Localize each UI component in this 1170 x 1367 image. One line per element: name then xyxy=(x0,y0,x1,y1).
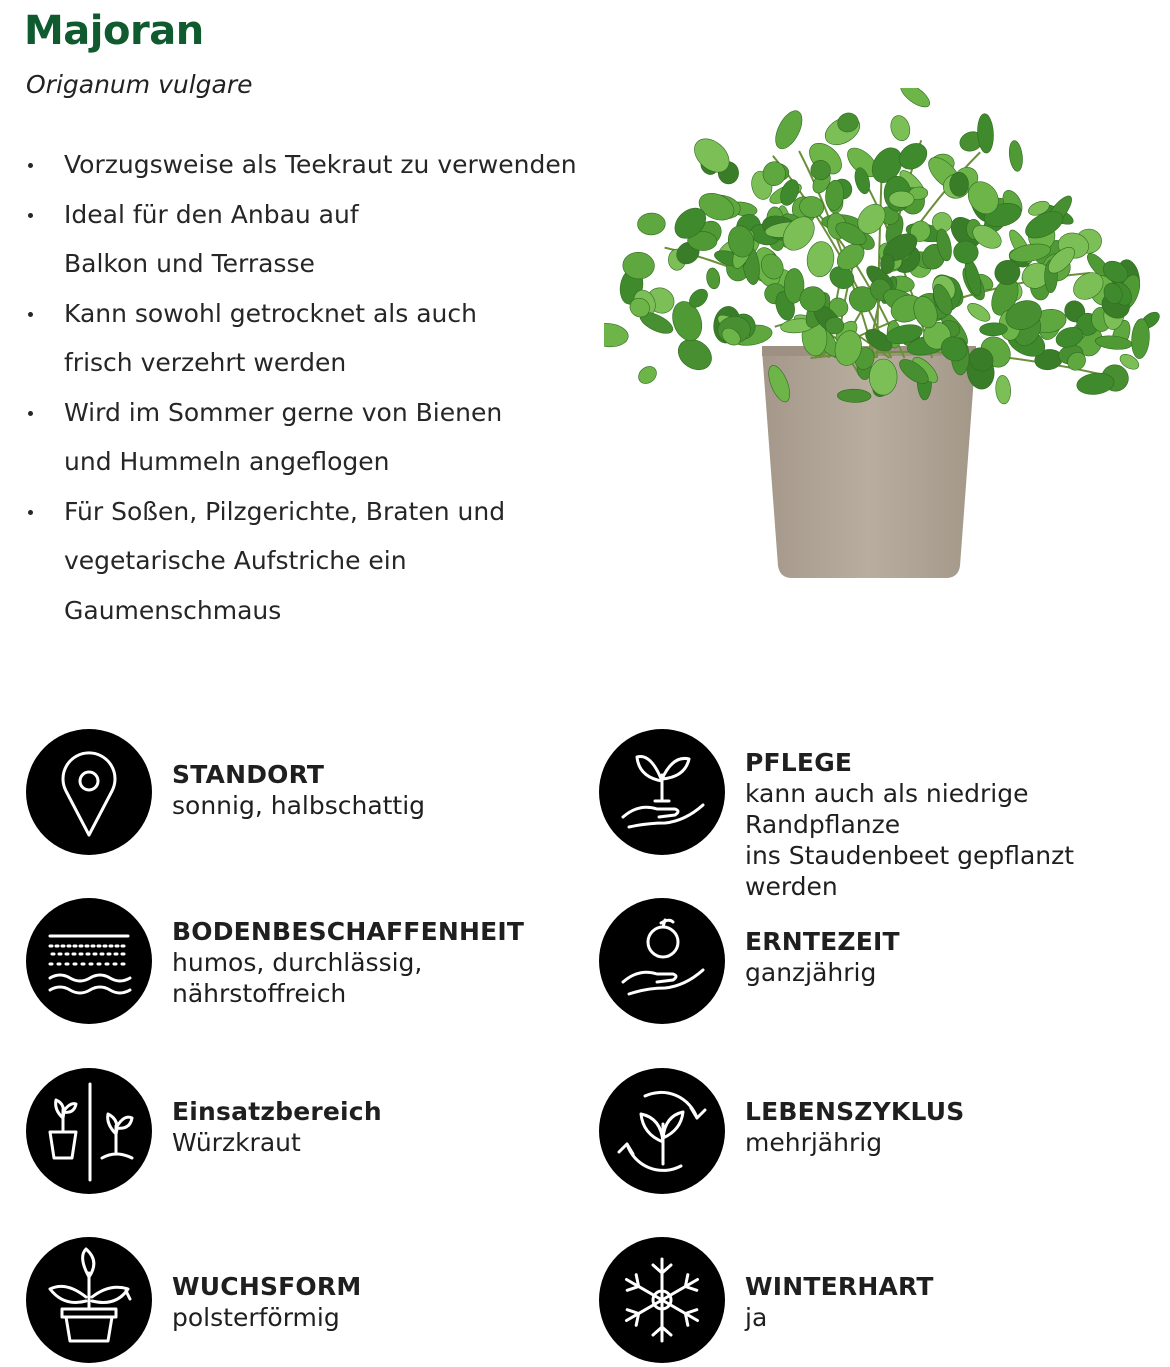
feature-value: ganzjährig xyxy=(745,958,877,987)
feature-value: sonnig, halbschattig xyxy=(172,791,426,820)
feature-value: kann auch als niedrige Randpflanze xyxy=(745,779,1029,839)
snowflake-icon xyxy=(599,1237,725,1363)
soil-layers-icon xyxy=(26,898,152,1024)
bullet-item: Wird im Sommer gerne von Bienen und Hummeln angeflogen xyxy=(24,388,544,487)
feature-label: PFLEGE xyxy=(745,748,853,777)
potted-marjoram-plant-image xyxy=(604,88,1170,583)
bullet-item: Vorzugsweise als Teekraut zu verwenden xyxy=(24,140,604,190)
seedling-hand-icon xyxy=(599,729,725,855)
feature-winterhart xyxy=(599,1237,1159,1367)
feature-value: mehrjährig xyxy=(745,1128,883,1157)
feature-bullet-list xyxy=(24,140,614,635)
product-title: Majoran xyxy=(24,8,204,54)
potted-plant-icon xyxy=(26,1237,152,1363)
feature-value: ja xyxy=(745,1303,768,1332)
feature-value: Würzkraut xyxy=(172,1128,301,1157)
feature-label: BODENBESCHAFFENHEIT xyxy=(172,917,525,946)
feature-label: LEBENSZYKLUS xyxy=(745,1097,965,1126)
feature-label: Einsatzbereich xyxy=(172,1097,382,1126)
feature-value: humos, durchlässig, xyxy=(172,948,423,977)
feature-erntezeit xyxy=(599,898,1159,1028)
feature-value: ins Staudenbeet gepflanzt werden xyxy=(745,841,1075,901)
feature-label: WUCHSFORM xyxy=(172,1272,362,1301)
feature-pflege xyxy=(599,729,1159,901)
feature-label: ERNTEZEIT xyxy=(745,927,900,956)
feature-label: STANDORT xyxy=(172,760,325,789)
feature-wuchsform xyxy=(26,1237,586,1367)
feature-value: nährstoffreich xyxy=(172,979,347,1008)
feature-label: WINTERHART xyxy=(745,1272,934,1301)
bullet-item: Ideal für den Anbau auf Balkon und Terrasse xyxy=(24,190,444,289)
bullet-item: Kann sowohl getrocknet als auch frisch verzehrt werden xyxy=(24,289,544,388)
latin-name: Origanum vulgare xyxy=(26,70,253,99)
feature-boden xyxy=(26,898,586,1028)
pot-and-bed-icon xyxy=(26,1068,152,1194)
feature-einsatz xyxy=(26,1068,586,1198)
fruit-hand-icon xyxy=(599,898,725,1024)
feature-value: polsterförmig xyxy=(172,1303,340,1332)
feature-standort xyxy=(26,729,586,859)
bullet-item: Für Soßen, Pilzgerichte, Braten und vegetarische Aufstriche ein Gaumenschmaus xyxy=(24,487,612,636)
pot xyxy=(762,350,976,578)
location-pin-icon xyxy=(26,729,152,855)
plant-cycle-icon xyxy=(599,1068,725,1194)
feature-lebenszyklus xyxy=(599,1068,1159,1198)
